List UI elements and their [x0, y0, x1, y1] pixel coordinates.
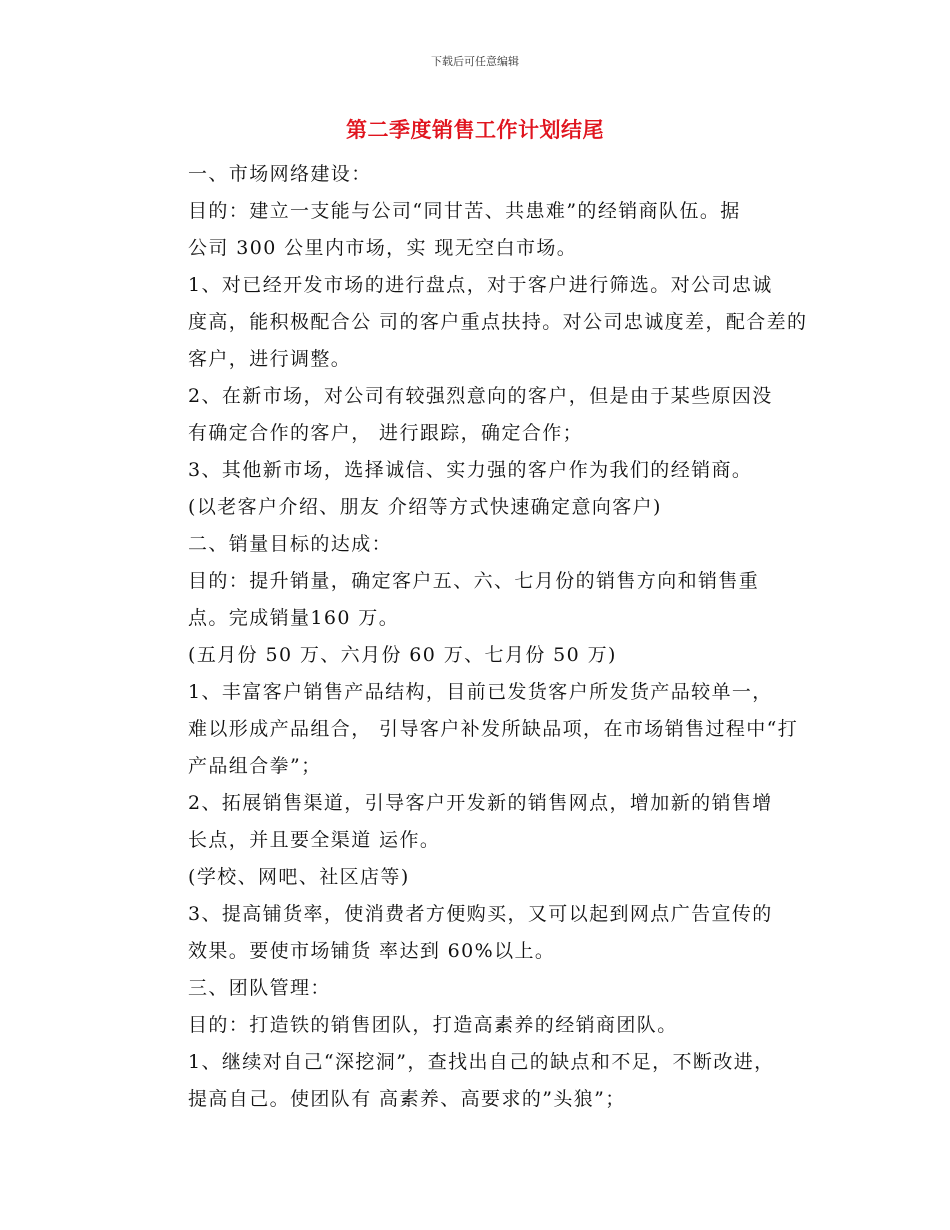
paragraph-line: 有确定合作的客户， 进行跟踪，确定合作；: [188, 422, 584, 444]
paragraph: [142, 859, 807, 896]
document-title: 第二季度销售工作计划结尾: [346, 118, 604, 142]
paragraph-line: (学校、网吧、社区店等): [188, 866, 410, 888]
paragraph-line: 目的：打造铁的销售团队，打造高素养的经销商团队。: [188, 1014, 678, 1036]
paragraph-line: (五月份 50 万、六月份 60 万、七月份 50 万): [188, 644, 617, 666]
paragraph-line: 产品组合拳”；: [188, 755, 322, 777]
paragraph-line: 难以形成产品组合， 引导客户补发所缺品项，在市场销售过程中“打: [188, 718, 799, 740]
paragraph-line: (以老客户介绍、朋友 介绍等方式快速确定意向客户): [188, 496, 662, 518]
paragraph: [142, 970, 807, 1007]
paragraph: [142, 267, 807, 378]
paragraph: [142, 674, 807, 785]
paragraph: [142, 193, 807, 267]
paragraph-line: 1、丰富客户销售产品结构，目前已发货客户所发货产品较单一，: [188, 681, 773, 703]
paragraph: [142, 489, 807, 526]
paragraph-line: 目的：建立一支能与公司“同甘苦、共患难”的经销商队伍。据: [188, 200, 741, 222]
document-body: [142, 156, 807, 1118]
paragraph: [142, 896, 807, 970]
paragraph-line: 2、在新市场，对公司有较强烈意向的客户，但是由于某些原因没: [188, 385, 773, 407]
paragraph-line: 2、拓展销售渠道，引导客户开发新的销售网点，增加新的销售增: [188, 792, 773, 814]
paragraph: [142, 1044, 807, 1118]
header-note: 下载后可任意编辑: [431, 55, 519, 68]
paragraph-line: 二、销量目标的达成：: [188, 533, 393, 555]
paragraph-line: 1、对已经开发市场的进行盘点，对于客户进行筛选。对公司忠诚: [188, 274, 773, 296]
paragraph-line: 提高自己。使团队有 高素养、高要求的”头狼”；: [188, 1088, 626, 1110]
paragraph: [142, 526, 807, 563]
paragraph: [142, 452, 807, 489]
paragraph-line: 度高，能积极配合公 司的客户重点扶持。对公司忠诚度差，配合差的: [188, 311, 808, 333]
paragraph: [142, 563, 807, 637]
paragraph: [142, 1007, 807, 1044]
paragraph-line: 3、其他新市场，选择诚信、实力强的客户作为我们的经销商。: [188, 459, 753, 481]
paragraph-line: 效果。要使市场铺货 率达到 60%以上。: [188, 940, 556, 962]
paragraph-line: 目的：提升销量，确定客户五、六、七月份的销售方向和销售重: [188, 570, 760, 592]
paragraph: [142, 156, 807, 193]
paragraph-line: 客户，进行调整。: [188, 348, 352, 370]
paragraph-line: 公司 300 公里内市场，实 现无空白市场。: [188, 237, 578, 259]
paragraph-line: 长点，并且要全渠道 运作。: [188, 829, 441, 851]
paragraph-line: 3、提高铺货率，使消费者方便购买，又可以起到网点广告宣传的: [188, 903, 773, 925]
paragraph-line: 一、市场网络建设：: [188, 163, 372, 185]
paragraph-line: 三、团队管理：: [188, 977, 331, 999]
paragraph: [142, 378, 807, 452]
paragraph: [142, 637, 807, 674]
paragraph-line: 点。完成销量160 万。: [188, 607, 400, 629]
paragraph-line: 1、继续对自己“深挖洞”，查找出自己的缺点和不足，不断改进，: [188, 1051, 775, 1073]
paragraph: [142, 785, 807, 859]
